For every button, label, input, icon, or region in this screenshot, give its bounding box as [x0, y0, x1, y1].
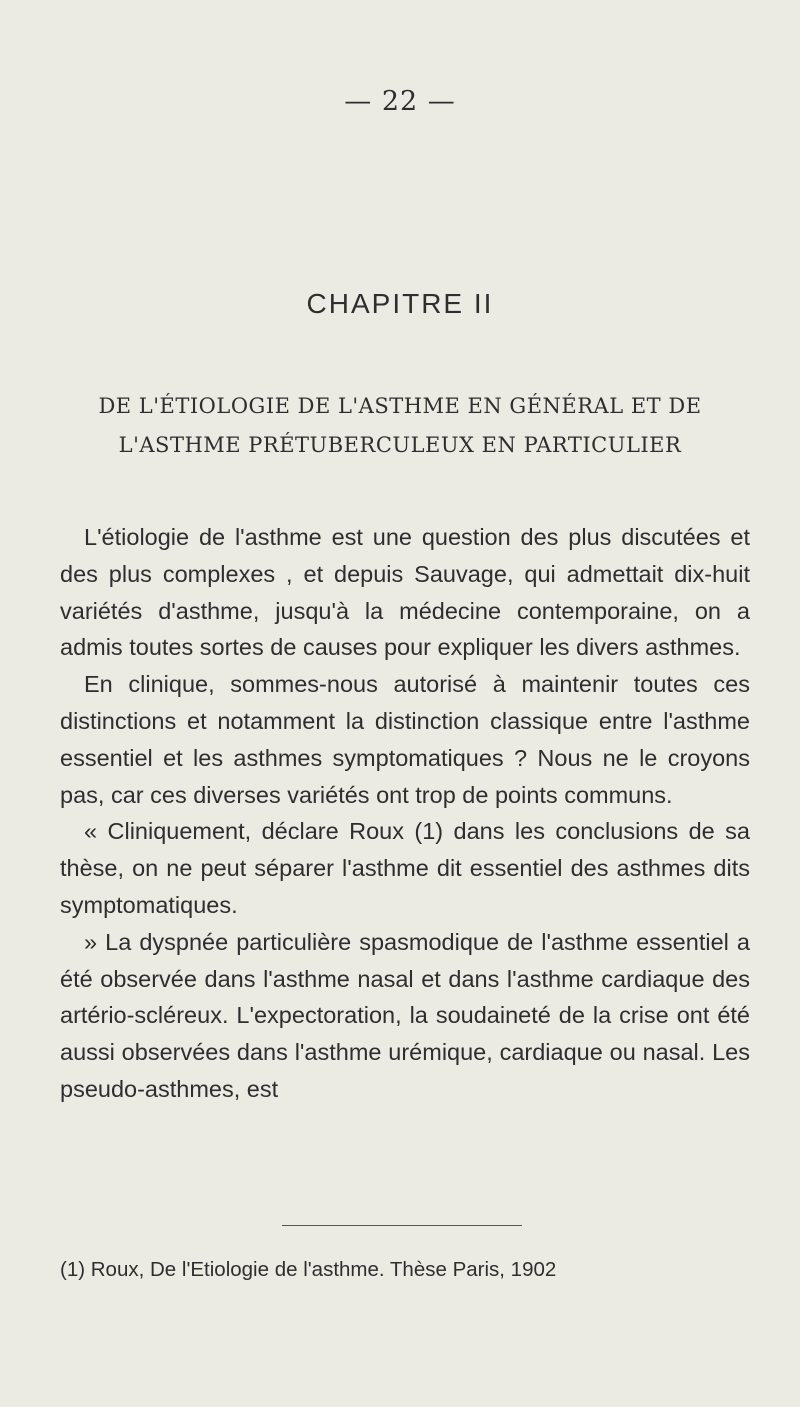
paragraph: « Cliniquement, déclare Roux (1) dans les conclusions de sa thèse, on ne peut séparer l'asthme dit essentiel des asthmes dits symptomatiques. — [60, 818, 750, 918]
body-text — [60, 519, 750, 1108]
paragraph: » La dyspnée particulière spasmodique de l'asthme essentiel a été observée dans l'asthme nasal et dans l'asthme cardiaque des artério-scléreux. L'expectoration, la soudaineté de la crise ont été aussi observées dans l'asthme urémique, cardiaque ou nasal. Les pseudo-asthmes, est — [60, 928, 750, 1102]
page-number: — 22 — — [344, 86, 456, 117]
footnote: (1) Roux, De l'Etiologie de l'asthme. Thèse Paris, 1902 — [60, 1258, 557, 1281]
footnote-rule — [282, 1225, 522, 1226]
paragraph: L'étiologie de l'asthme est une question des plus discutées et des plus complexes , et depuis Sauvage, qui admettait dix-huit variétés d'asthme, jusqu'à la médecine contemporaine, on a admis toutes sortes de causes pour expliquer les divers asthmes. — [60, 524, 750, 661]
chapter-subtitle-line-1: DE L'ÉTIOLOGIE DE L'ASTHME EN GÉNÉRAL ET DE — [98, 394, 702, 418]
chapter-subtitle-line-2: L'ASTHME PRÉTUBERCULEUX EN PARTICULIER — [118, 433, 682, 457]
paragraph: En clinique, sommes-nous autorisé à maintenir toutes ces distinctions et notamment la distinction classique entre l'asthme essentiel et les asthmes symptomatiques ? Nous ne le croyons pas, car ces diverses variétés ont trop de points communs. — [60, 671, 750, 808]
chapter-title: CHAPITRE II — [306, 288, 494, 319]
